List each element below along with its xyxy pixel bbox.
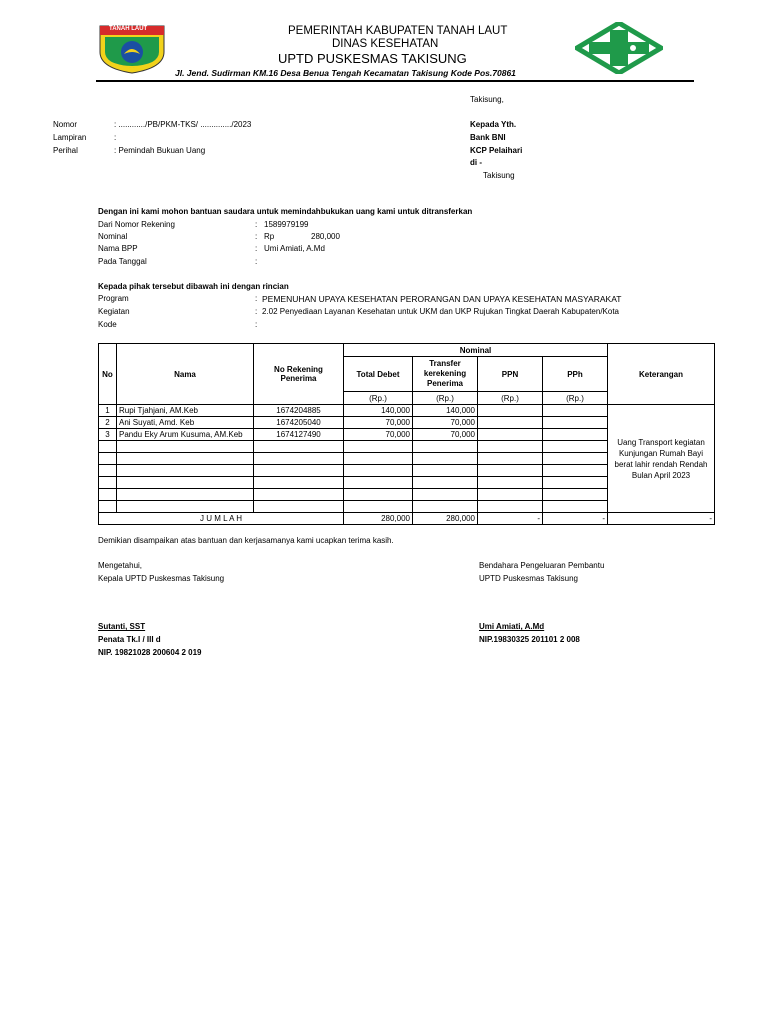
sign-right-name: Umi Amiati, A.Md (479, 622, 545, 631)
nomor-value: : ............/PB/PKM-TKS/ ............../2023 (114, 120, 252, 129)
th-transfer: Transfer kerekening Penerima (413, 357, 478, 392)
kegiatan-colon: : (255, 307, 258, 316)
th-nama: Nama (117, 344, 254, 405)
row-no: 1 (99, 405, 117, 417)
place-date: Takisung, (470, 95, 504, 104)
header-line2: DINAS KESEHATAN (332, 38, 439, 50)
puskesmas-logo (575, 22, 663, 74)
sign-right-line2: UPTD Puskesmas Takisung (479, 574, 578, 583)
th-no: No (99, 344, 117, 405)
unit-ppn: (Rp.) (478, 392, 543, 405)
rekening-colon: : (255, 220, 258, 229)
sign-left-line1: Mengetahui, (98, 561, 143, 570)
kode-label: Kode (98, 320, 117, 329)
emblem-text: TANAH LAUT (109, 26, 148, 32)
jumlah-transfer: 280,000 (413, 513, 478, 525)
sign-left-line2: Kepala UPTD Puskesmas Takisung (98, 574, 225, 583)
unit-debet: (Rp.) (344, 392, 413, 405)
jumlah-label: J U M L A H (99, 513, 344, 525)
header-address: Jl. Jend. Sudirman KM.16 Desa Benua Tengah Kecamatan Takisung Kode Pos.70861 (175, 68, 516, 78)
row-transfer: 70,000 (413, 417, 478, 429)
row-no: 3 (99, 429, 117, 441)
program-value: PEMENUHAN UPAYA KESEHATAN PERORANGAN DAN UPAYA KESEHATAN MASYARAKAT (262, 294, 622, 304)
sign-left-name: Sutanti, SST (98, 622, 146, 631)
transfer-table (98, 343, 715, 525)
unit-transfer: (Rp.) (413, 392, 478, 405)
jumlah-ket: - (608, 513, 715, 525)
keterangan-cell (608, 405, 715, 513)
row-nama: Rupi Tjahjani, AM.Keb (117, 405, 254, 417)
recipient-line4: di - (470, 158, 482, 167)
jumlah-pph: - (543, 513, 608, 525)
th-ppn: PPN (478, 357, 543, 392)
nomor-label: Nomor (53, 120, 78, 129)
row-debet: 70,000 (344, 429, 413, 441)
closing-text: Demikian disampaikan atas bantuan dan kerjasamanya kami ucapkan terima kasih. (98, 536, 394, 545)
recipient-line3: KCP Pelaihari (470, 146, 523, 155)
header-line3: UPTD PUSKESMAS TAKISUNG (278, 51, 467, 66)
kode-colon: : (255, 320, 258, 329)
program-label: Program (98, 294, 129, 303)
nominal-value: 280,000 (311, 232, 340, 241)
th-rekening: No Rekening Penerima (254, 344, 344, 405)
perihal-value: : Pemindah Bukuan Uang (114, 146, 206, 155)
kegiatan-value: 2.02 Penyediaan Layanan Kesehatan untuk UKM dan UKP Rujukan Tingkat Daerah Kabupaten/Kota (262, 307, 619, 316)
tanah-laut-emblem (97, 22, 167, 74)
row-transfer: 140,000 (413, 405, 478, 417)
perihal-label: Perihal (53, 146, 78, 155)
rincian-intro: Kepada pihak tersebut dibawah ini dengan rincian (98, 282, 289, 291)
keterangan-text: Uang Transport kegiatan Kunjungan Rumah Bayi berat lahir rendah Rendah Bulan April 2023 (614, 437, 708, 480)
bpp-colon: : (255, 244, 258, 253)
row-debet: 140,000 (344, 405, 413, 417)
row-no: 2 (99, 417, 117, 429)
row-rekening: 1674205040 (254, 417, 344, 429)
header-rule (96, 80, 694, 82)
lampiran-label: Lampiran (53, 133, 87, 142)
unit-pph: (Rp.) (543, 392, 608, 405)
bpp-value: Umi Amiati, A.Md (264, 244, 325, 253)
th-pph: PPh (543, 357, 608, 392)
sign-right-line1: Bendahara Pengeluaran Pembantu (479, 561, 605, 570)
row-transfer: 70,000 (413, 429, 478, 441)
jumlah-debet: 280,000 (344, 513, 413, 525)
tanggal-label: Pada Tanggal (98, 257, 147, 266)
row-nama: Pandu Eky Arum Kusuma, AM.Keb (117, 429, 254, 441)
table-row (99, 405, 715, 417)
row-nama: Ani Suyati, Amd. Keb (117, 417, 254, 429)
row-rekening: 1674127490 (254, 429, 344, 441)
intro-text: Dengan ini kami mohon bantuan saudara untuk memindahbukukan uang kami untuk ditransferkan (98, 207, 473, 216)
sign-left-nip: NIP. 19821028 200604 2 019 (98, 648, 202, 657)
header-line1: PEMERINTAH KABUPATEN TANAH LAUT (288, 25, 508, 37)
lampiran-value: : (114, 133, 117, 142)
program-colon: : (255, 294, 258, 303)
jumlah-row (99, 513, 715, 525)
recipient-line1: Kepada Yth. (470, 120, 517, 129)
jumlah-ppn: - (478, 513, 543, 525)
row-debet: 70,000 (344, 417, 413, 429)
kegiatan-label: Kegiatan (98, 307, 130, 316)
rekening-label: Dari Nomor Rekening (98, 220, 175, 229)
nominal-currency: Rp (264, 232, 275, 241)
th-keterangan: Keterangan (608, 344, 715, 405)
sign-right-nip: NIP.19830325 201101 2 008 (479, 635, 580, 644)
tanggal-colon: : (255, 257, 258, 266)
sign-left-rank: Penata Tk.I / III d (98, 635, 161, 644)
bpp-label: Nama BPP (98, 244, 138, 253)
rekening-value: 1589979199 (264, 220, 309, 229)
recipient-line2: Bank BNI (470, 133, 506, 142)
nominal-colon: : (255, 232, 258, 241)
row-rekening: 1674204885 (254, 405, 344, 417)
recipient-line5: Takisung (483, 171, 515, 180)
th-total-debet: Total Debet (344, 357, 413, 392)
th-nominal: Nominal (344, 344, 608, 357)
nominal-label: Nominal (98, 232, 128, 241)
